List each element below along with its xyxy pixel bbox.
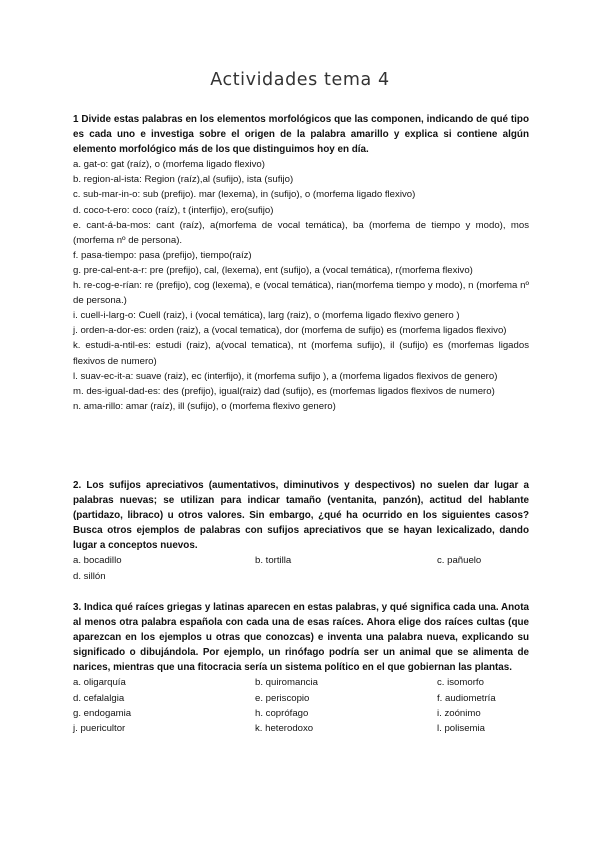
question-1-heading: 1 Divide estas palabras en los elementos morfológicos que las componen, indicando de qué tipo es cada uno e investiga sobre el origen de la palabra amarillo y explica si contiene algún elemento morfológico más de los que distinguimos hoy en día. — [73, 114, 529, 156]
q3-item-d: d. cefalalgia — [73, 692, 125, 704]
q2-item-c: c. pañuelo — [437, 555, 482, 567]
q1-item-k: k. estudi-a-ntil-es: estudi (raiz), a(vocal tematica), nt (morfema sufijo), il (sufijo) es (morfemas ligados flexivos de numero) — [73, 340, 529, 367]
q1-item-b: b. region-al-ista: Region (raíz),al (sufijo), ista (sufijo) — [73, 174, 294, 186]
question-1 — [73, 112, 529, 414]
q1-item-e: e. cant-á-ba-mos: cant (raíz), a(morfema de vocal temática), ba (morfema de tiempo y modo), mos (morfema nº de persona). — [73, 219, 529, 246]
q3-item-a: a. oligarquía — [73, 677, 126, 689]
question-2-heading: 2. Los sufijos apreciativos (aumentativos, diminutivos y despectivos) no suelen dar lugar a palabras nuevas; se utilizan para indicar tamaño (ventanita, panzón), actitud del hablante (partidazo, libraco) u otros valores. Sin embargo, ¿qué ha ocurrido en los siguientes casos? Busca otros ejemplos de palabras con sufijos apreciativos que se hayan lexicalizado, dando lugar a conceptos nuevos. — [73, 480, 529, 552]
q1-item-j: j. orden-a-dor-es: orden (raiz), a (vocal tematica), dor (morfema de sufijo) es (morfema ligados flexivo) — [73, 325, 507, 337]
q1-item-g: g. pre-cal-ent-a-r: pre (prefijo), cal, (lexema), ent (sufijo), a (vocal temática), r(morfema flexivo) — [73, 264, 473, 276]
page-title: Actividades tema 4 — [210, 70, 390, 90]
q2-item-a: a. bocadillo — [73, 555, 122, 567]
q1-item-d: d. coco-t-ero: coco (raíz), t (interfijo), ero(sufijo) — [73, 204, 274, 216]
q3-item-j: j. puericultor — [73, 722, 126, 734]
q3-word-list — [73, 675, 529, 735]
q3-item-k: k. heterodoxo — [255, 722, 314, 734]
question-2 — [73, 478, 529, 584]
q3-item-l: l. polisemia — [437, 722, 485, 734]
q2-item-d: d. sillón — [73, 570, 106, 582]
q2-item-b: b. tortilla — [255, 555, 292, 567]
q1-item-m: m. des-igual-dad-es: des (prefijo), igual(raiz) dad (sufijo), es (morfemas ligados flexivos de numero) — [73, 385, 495, 397]
q1-item-h: h. re-cog-e-rían: re (prefijo), cog (lexema), e (vocal temática), rian(morfema tiempo y modo), n (morfema nº de persona.) — [73, 280, 529, 307]
q3-item-g: g. endogamia — [73, 707, 132, 719]
q1-item-i: i. cuell-i-larg-o: Cuell (raiz), i (vocal temática), larg (raiz), o (morfema ligado flexivo genero ) — [73, 310, 460, 322]
q1-item-f: f. pasa-tiempo: pasa (prefijo), tiempo(raíz) — [73, 249, 252, 261]
q3-item-i: i. zoónimo — [437, 707, 481, 719]
q1-item-n: n. ama-rillo: amar (raíz), ill (sufijo), o (morfema flexivo genero) — [73, 400, 336, 412]
question-3-heading: 3. Indica qué raíces griegas y latinas aparecen en estas palabras, y qué significa cada una. Anota al menos otra palabra española con cada una de esas raíces. Ahora elige dos raíces cultas (que aparezcan en los ejemplos u otras que conozcas) e inventa una palabra nueva, explicando su significado o dibujándola. Por ejemplo, un rinófago podría ser un animal que se alimenta de narices, mientras que una fitocracia sería un sistema político en el que gobiernan las plantas. — [73, 602, 529, 674]
q3-item-f: f. audiometría — [437, 692, 496, 704]
q3-item-e: e. periscopio — [255, 692, 310, 704]
q3-item-c: c. isomorfo — [437, 677, 484, 689]
q1-item-l: l. suav-ec-it-a: suave (raiz), ec (interfijo), it (morfema sufijo ), a (morfema ligados flexivos de genero) — [73, 370, 498, 382]
q3-item-h: h. coprófago — [255, 707, 309, 719]
q3-item-b: b. quiromancia — [255, 677, 318, 689]
q1-item-c: c. sub-mar-in-o: sub (prefijo). mar (lexema), in (sufijo), o (morfema ligado flexivo) — [73, 189, 416, 201]
q1-item-a: a. gat-o: gat (raíz), o (morfema ligado flexivo) — [73, 159, 265, 171]
q2-word-list — [73, 553, 529, 583]
question-3 — [73, 600, 529, 736]
